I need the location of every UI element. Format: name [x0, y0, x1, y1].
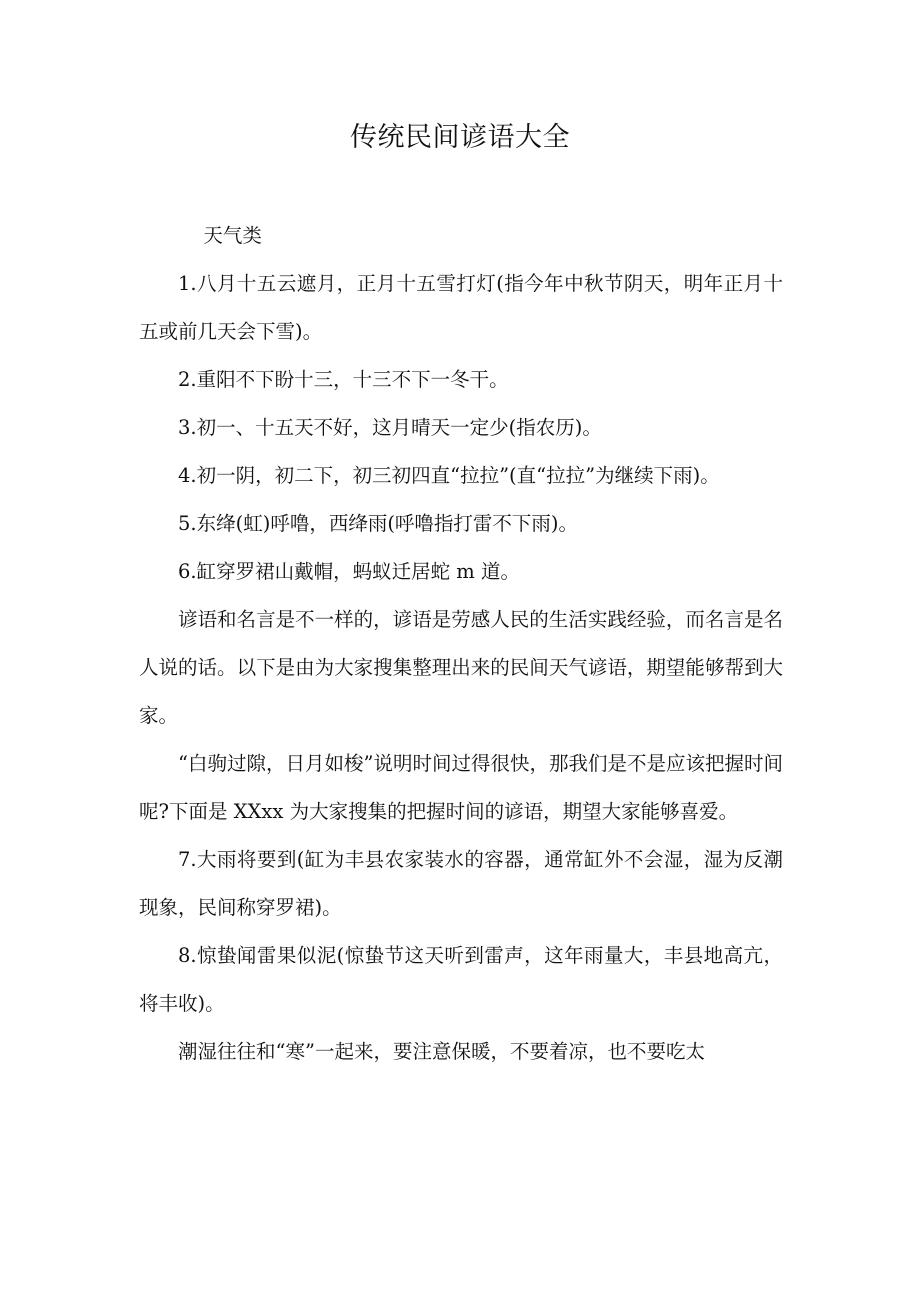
- section-heading-weather: 天气类: [203, 224, 262, 247]
- proverb-item-8: 8.惊蛰闻雷果似泥(惊蛰节这天听到雷声，这年雨量大，丰县地高亢，将丰收)。: [139, 944, 783, 1015]
- intro-paragraph-proverbs: 谚语和名言是不一样的，谚语是劳感人民的生活实践经验，而名言是名人说的话。以下是由为大家搜集整理出来的民间天气谚语，期望能够帮到大家。: [139, 608, 783, 727]
- proverb-item-7: 7.大雨将要到(缸为丰县农家装水的容器，通常缸外不会湿，湿为反潮现象，民间称穿罗裙)。: [139, 848, 783, 919]
- closing-paragraph: 潮湿往往和“寒”一起来，要注意保暖，不要着凉，也不要吃太: [178, 1040, 705, 1063]
- proverb-item-1: 1.八月十五云遮月，正月十五雪打灯(指今年中秋节阴天，明年正月十五或前几天会下雪)。: [139, 272, 783, 343]
- proverb-item-3: 3.初一、十五天不好，这月晴天一定少(指农历)。: [178, 416, 602, 439]
- document-body: [139, 212, 783, 1076]
- proverb-item-6: 6.缸穿罗裙山戴帽，蚂蚁迁居蛇 m 道。: [178, 560, 520, 583]
- intro-paragraph-time: “白驹过隙，日月如梭”说明时间过得很快，那我们是不是应该把握时间呢?下面是 XXxx 为大家搜集的把握时间的谚语，期望大家能够喜爱。: [139, 752, 783, 823]
- proverb-item-5: 5.东绛(虹)呼噜，西绛雨(呼噜指打雷不下雨)。: [178, 512, 579, 535]
- document-title: 传统民间谚语大全: [350, 122, 570, 153]
- proverb-item-2: 2.重阳不下盼十三，十三不下一冬干。: [178, 368, 509, 391]
- proverb-item-4: 4.初一阴，初二下，初三初四直“拉拉”(直“拉拉”为继续下雨)。: [178, 464, 720, 487]
